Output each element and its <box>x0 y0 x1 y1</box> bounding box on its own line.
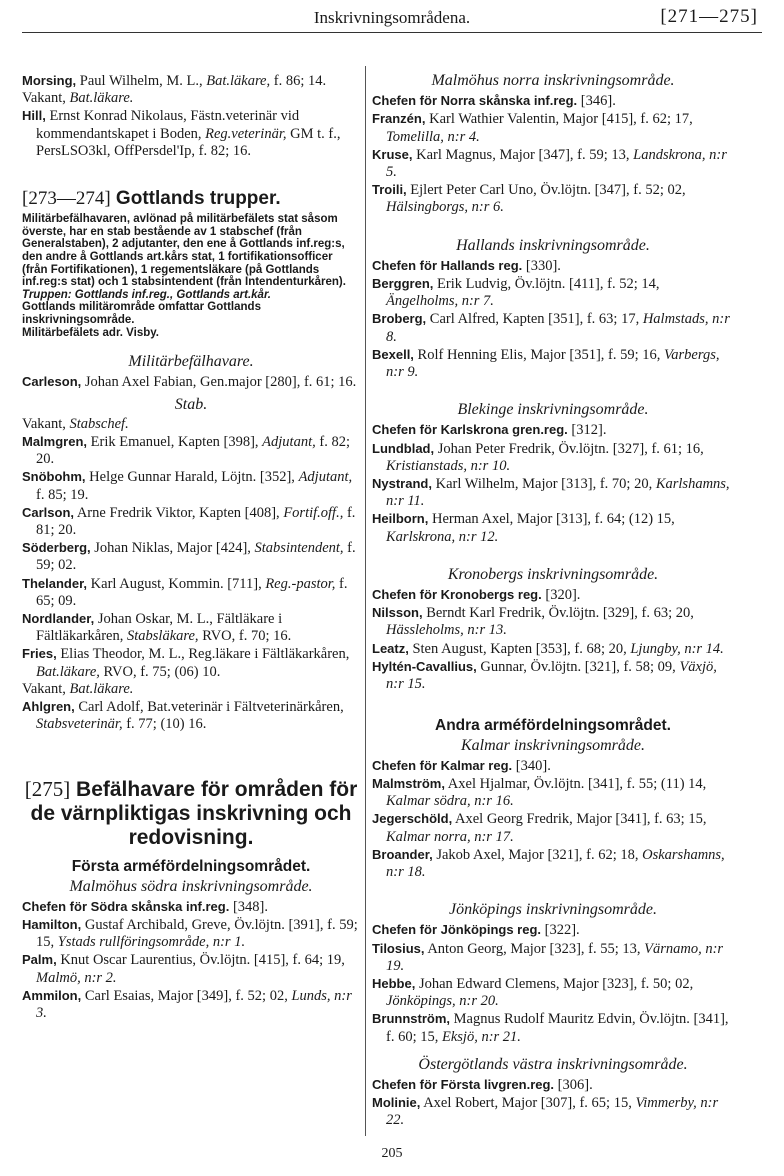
entry: Chefen för Hallands reg. [330]. <box>372 257 561 274</box>
subheading: Malmöhus norra inskrivningsområde. <box>431 72 675 89</box>
entry: Carlson, Arne Fredrik Viktor, Kapten [408], Fortif.off., f. 81; 20. <box>22 504 356 538</box>
entry: Hamilton, Gustaf Archibald, Greve, Öv.löjtn. [391], f. 59; 15, Ystads rullföringsområde, n:r 1. <box>22 917 358 951</box>
entry: Molinie, Axel Robert, Major [307], f. 65; 15, Vimmerby, n:r 22. <box>372 1095 719 1129</box>
entry: Chefen för Norra skånska inf.reg. [346]. <box>372 93 616 110</box>
entry: Bexell, Rolf Henning Elis, Major [351], f. 59; 16, Varbergs, n:r 9. <box>372 346 720 381</box>
section-heading-275: [275] Befälhavare för områden för de värnpliktigas inskrivning och redovisning. <box>24 777 358 850</box>
section-note: Truppen: Gottlands inf.reg., Gottlands art.kår. <box>22 288 271 301</box>
subheading: Kronobergs inskrivningsområde. <box>447 565 659 583</box>
section-note: Militärbefälhavaren, avlönad på militärbefälets stat såsom överste, har en stab bestående av 1 stabschef (från Generalstaben), 2 adjutanter, den ene å Gottlands inf.reg:s, den andre å Gottlands art.kårs stat, 1 fortifikationsofficer (från Fortifikationen), 1 regementsläkare (på Gottlands inf.reg:s stat) och 1 stabsintendent (från Intendenturkåren). <box>22 213 346 289</box>
entry: Tilosius, Anton Georg, Major [323], f. 55; 13, Värnamo, n:r 19. <box>372 940 724 974</box>
entry: Chefen för Södra skånska inf.reg. [348]. <box>22 898 269 915</box>
header-title: Inskrivningsområdena. <box>313 8 471 27</box>
subheading: Malmöhus södra inskrivningsområde. <box>69 877 313 895</box>
subheading: Militärbefälhavare. <box>128 353 254 371</box>
subheading: Blekinge inskrivningsområde. <box>457 401 649 419</box>
subheading: Hallands inskrivningsområde. <box>456 236 650 254</box>
entry: Malmström, Axel Hjalmar, Öv.löjtn. [341], f. 55; (11) 14, Kalmar södra, n:r 16. <box>372 775 707 810</box>
entry: Söderberg, Johan Niklas, Major [424], Stabsintendent, f. 59; 02. <box>22 540 356 574</box>
entry: Brunnström, Magnus Rudolf Mauritz Edvin, Öv.löjtn. [341], f. 60; 15, Eksjö, n:r 21. <box>372 1011 729 1045</box>
entry: Chefen för Första livgren.reg. [306]. <box>372 1076 593 1093</box>
entry: Ammilon, Carl Esaias, Major [349], f. 52; 02, Lunds, n:r 3. <box>22 987 352 1022</box>
entry: Hill, Ernst Konrad Nikolaus, Fästn.veterinär vid kommendantskapet i Boden, Reg.veterinär, GM t. f., PersLSO3kl, OffPersdel'Ip, f. 82; 16. <box>22 108 341 159</box>
entry: Malmgren, Erik Emanuel, Kapten [398], Adjutant, f. 82; 20. <box>22 433 350 468</box>
subheading: Östergötlands västra inskrivningsområde. <box>418 1055 688 1073</box>
entry: Vakant, Bat.läkare. <box>22 90 134 107</box>
entry: Nystrand, Karl Wilhelm, Major [313], f. 70; 20, Karlshamns, n:r 11. <box>372 476 730 510</box>
page-number: 205 <box>381 1146 403 1161</box>
entry: Chefen för Kronobergs reg. [320]. <box>372 587 581 604</box>
entry: Thelander, Karl August, Kommin. [711], Reg.-pastor, f. 65; 09. <box>22 575 348 609</box>
entry: Morsing, Paul Wilhelm, M. L., Bat.läkare, f. 86; 14. <box>22 73 327 89</box>
section-note: Gottlands militärområde omfattar Gottlands inskrivningsområde. <box>22 301 261 326</box>
entry: Franzén, Karl Wathier Valentin, Major [415], f. 62; 17, Tomelilla, n:r 4. <box>372 111 693 145</box>
right-column <box>372 72 734 1130</box>
entry: Chefen för Kalmar reg. [340]. <box>372 757 551 774</box>
entry: Troili, Ejlert Peter Carl Uno, Öv.löjtn. [347], f. 52; 02, Hälsingborgs, n:r 6. <box>372 182 686 216</box>
subheading: Kalmar inskrivningsområde. <box>461 736 645 754</box>
entry: Snöbohm, Helge Gunnar Harald, Löjtn. [352], Adjutant, f. 85; 19. <box>22 469 353 503</box>
section-note: Militärbefälets adr. Visby. <box>22 326 159 339</box>
entry: Hebbe, Johan Edward Clemens, Major [323], f. 50; 02, Jönköpings, n:r 20. <box>372 975 694 1010</box>
entry: Ahlgren, Carl Adolf, Bat.veterinär i Fältveterinärkåren, Stabsveterinär, f. 77; (10) 16. <box>22 699 344 733</box>
entry: Hyltén-Cavallius, Gunnar, Öv.löjtn. [321], f. 58; 09, Växjö, n:r 15. <box>372 658 717 693</box>
entry: Carleson, Johan Axel Fabian, Gen.major [280], f. 61; 16. <box>22 374 357 391</box>
section-heading-273: [273—274] Gottlands trupper. <box>22 188 281 210</box>
entry: Kruse, Karl Magnus, Major [347], f. 59; 13, Landskrona, n:r 5. <box>372 146 727 181</box>
entry: Heilborn, Herman Axel, Major [313], f. 64; (12) 15, Karlskrona, n:r 12. <box>372 511 675 545</box>
subheading: Stab. <box>174 395 208 413</box>
entry: Jegerschöld, Axel Georg Fredrik, Major [341], f. 63; 15, Kalmar norra, n:r 17. <box>372 811 707 845</box>
entry: Leatz, Sten August, Kapten [353], f. 68; 20, Ljungby, n:r 14. <box>372 640 724 657</box>
header-range: [271—275] <box>660 6 758 27</box>
entry: Nilsson, Berndt Karl Fredrik, Öv.löjtn. [329], f. 63; 20, Hässleholms, n:r 13. <box>372 605 694 639</box>
entry: Berggren, Erik Ludvig, Öv.löjtn. [411], f. 52; 14, Ängelholms, n:r 7. <box>372 276 660 310</box>
entry: Fries, Elias Theodor, M. L., Reg.läkare i Fältläkarkåren, Bat.läkare, RVO, f. 75; (06) 10. <box>22 646 350 680</box>
entry: Chefen för Jönköpings reg. [322]. <box>372 922 580 939</box>
entry: Nordlander, Johan Oskar, M. L., Fältläkare i Fältläkarkåren, Stabsläkare, RVO, f. 70; 16. <box>22 611 292 645</box>
left-column <box>22 72 360 1022</box>
area-heading: Första arméfördelningsområdet. <box>71 858 311 876</box>
entry: Vakant, Stabschef. <box>22 415 129 432</box>
column-rule <box>365 66 366 1136</box>
area-heading: Andra arméfördelningsområdet. <box>435 717 671 735</box>
entry: Palm, Knut Oscar Laurentius, Öv.löjtn. [415], f. 64; 19, Malmö, n:r 2. <box>22 952 345 986</box>
entry: Lundblad, Johan Peter Fredrik, Öv.löjtn. [327], f. 61; 16, Kristianstads, n:r 10. <box>372 440 704 474</box>
entry: Broander, Jakob Axel, Major [321], f. 62; 18, Oskarshamns, n:r 18. <box>372 846 725 880</box>
entry: Broberg, Carl Alfred, Kapten [351], f. 63; 17, Halmstads, n:r 8. <box>372 311 730 345</box>
subheading: Jönköpings inskrivningsområde. <box>449 901 657 919</box>
running-header <box>22 6 762 33</box>
entry: Vakant, Bat.läkare. <box>22 680 134 697</box>
entry: Chefen för Karlskrona gren.reg. [312]. <box>372 422 607 439</box>
